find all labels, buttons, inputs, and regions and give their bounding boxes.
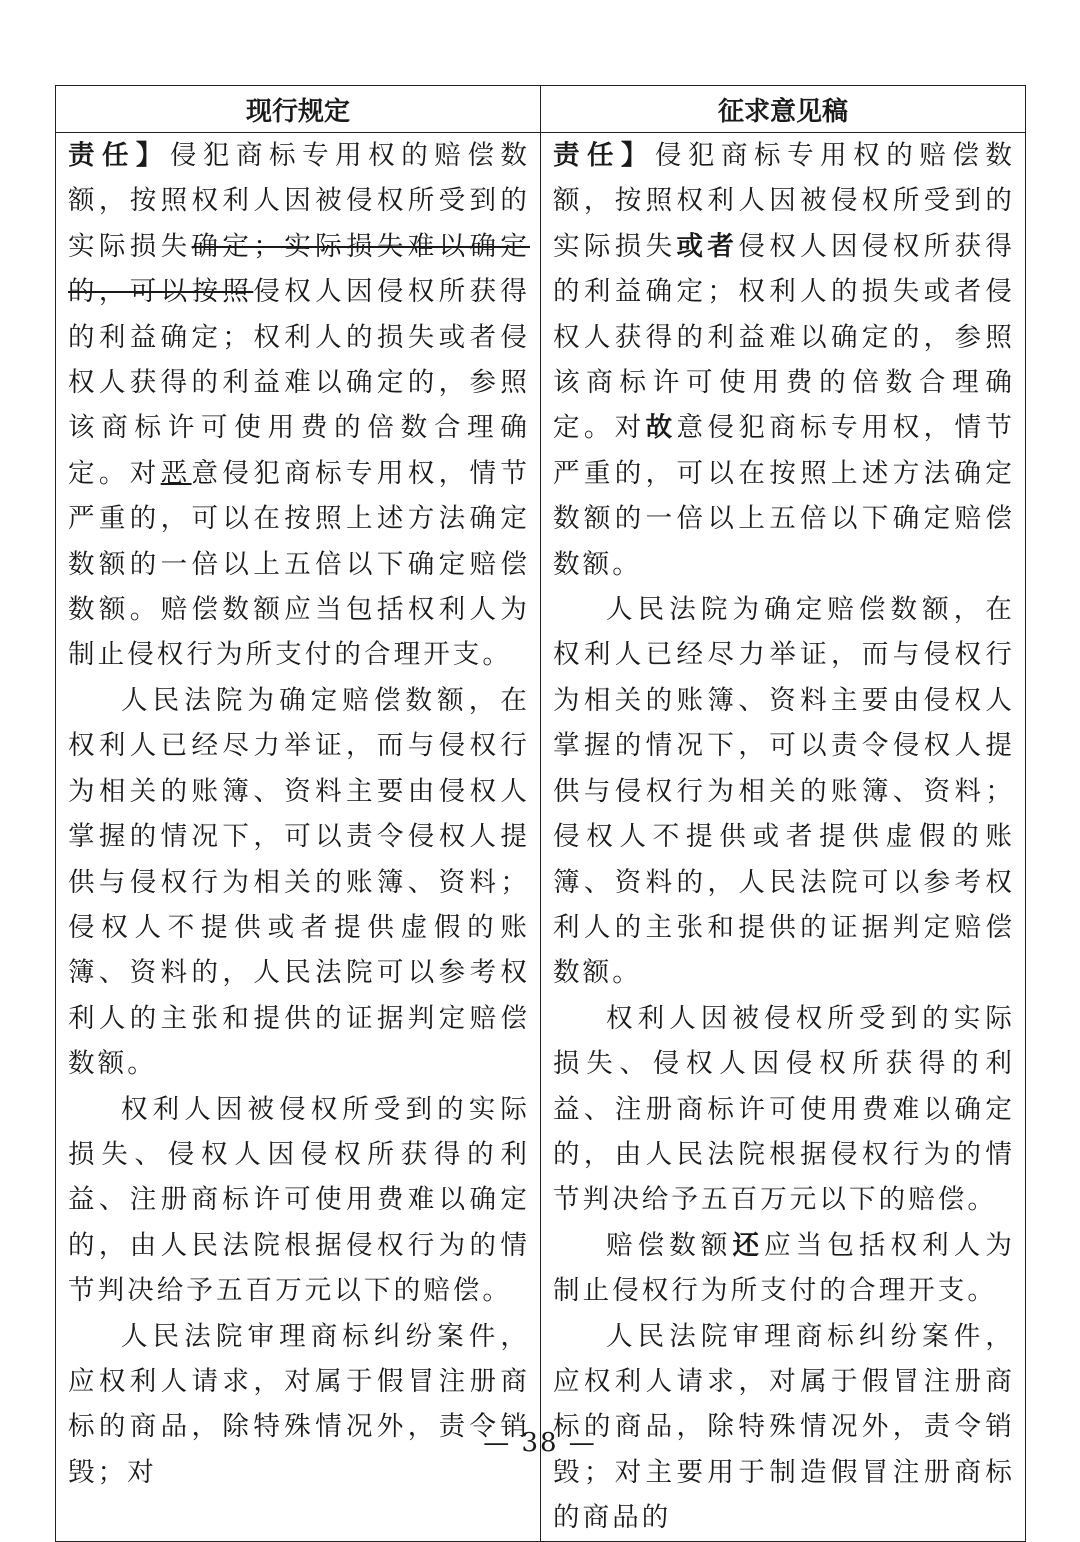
draft-para-1 <box>553 133 1015 587</box>
page-number: — 38 — <box>483 1428 597 1458</box>
draft-para-4-text-a: 赔偿数额 <box>606 1229 733 1261</box>
draft-cell <box>541 133 1026 1542</box>
comparison-table <box>55 85 1026 1542</box>
deleted-text: 确定；实际损失难以确定的，可以按照 <box>68 230 530 308</box>
current-rules-text <box>56 133 540 1495</box>
current-para-3: 权利人因被侵权所受到的实际损失、侵权人因侵权所获得的利益、注册商标许可使用费难以确定的，由人民法院根据侵权行为的情节判决给予五百万元以下的赔偿。 <box>68 1093 530 1307</box>
draft-text <box>541 133 1025 1541</box>
table-body-row <box>56 133 1026 1542</box>
article-lead: 责任】 <box>68 140 170 171</box>
draft-para-2: 人民法院为确定赔偿数额，在权利人已经尽力举证，而与侵权行为相关的账簿、资料主要由侵权人掌握的情况下，可以责令侵权人提供与侵权行为相关的账簿、资料；侵权人不提供或者提供虚假的账簿、资料的，人民法院可以参考权利人的主张和提供的证据判定赔偿数额。 <box>553 594 1015 989</box>
current-para-1-text-b: 侵权人因侵权所获得的利益确定；权利人的损失或者侵权人获得的利益难以确定的，参照该商标许可使用费的倍数合理确定。对 <box>68 276 530 489</box>
current-para-1 <box>68 133 530 678</box>
inserted-text: 故 <box>645 412 677 444</box>
draft-para-1-text-b: 侵权人因侵权所获得的利益确定；权利人的损失或者侵权人获得的利益难以确定的，参照该商标许可使用费的倍数合理确定。对 <box>553 230 1016 444</box>
draft-para-4-text-b: 应当包括权利人为制止侵权行为所支付的合理开支。 <box>553 1229 1015 1307</box>
inserted-text: 还 <box>732 1229 765 1261</box>
current-rules-cell <box>56 133 541 1542</box>
header-current-rules: 现行规定 <box>56 86 541 133</box>
header-draft-for-comment: 征求意见稿 <box>541 86 1026 133</box>
draft-para-4 <box>553 1223 1015 1314</box>
article-lead: 责任】 <box>553 140 655 171</box>
current-para-2: 人民法院为确定赔偿数额，在权利人已经尽力举证，而与侵权行为相关的账簿、资料主要由侵权人掌握的情况下，可以责令侵权人提供与侵权行为相关的账簿、资料；侵权人不提供或者提供虚假的账簿、资料的，人民法院可以参考权利人的主张和提供的证据判定赔偿数额。 <box>68 684 530 1080</box>
current-para-1-text-c: 意侵犯商标专用权，情节严重的，可以在按照上述方法确定数额的一倍以上五倍以下确定赔偿数额。赔偿数额应当包括权利人为制止侵权行为所支付的合理开支。 <box>68 457 530 671</box>
current-para-4: 人民法院审理商标纠纷案件，应权利人请求，对属于假冒注册商标的商品，除特殊情况外，责令销毁；对 <box>68 1320 530 1488</box>
draft-para-5: 人民法院审理商标纠纷案件，应权利人请求，对属于假冒注册商标的商品，除特殊情况外，责令销毁；对主要用于制造假冒注册商标的商品的 <box>553 1320 1015 1534</box>
current-para-1-text-a: 侵犯商标专用权的赔偿数额，按照权利人因被侵权所受到的实际损失 <box>68 140 530 262</box>
underlined-text: 恶 <box>160 457 192 489</box>
draft-para-3: 权利人因被侵权所受到的实际损失、侵权人因侵权所获得的利益、注册商标许可使用费难以确定的，由人民法院根据侵权行为的情节判决给予五百万元以下的赔偿。 <box>553 1002 1015 1216</box>
inserted-text: 或者 <box>676 230 739 262</box>
draft-para-1-text-c: 意侵犯商标专用权，情节严重的，可以在按照上述方法确定数额的一倍以上五倍以下确定赔偿数额。 <box>553 412 1015 580</box>
table-header-row <box>56 86 1026 133</box>
draft-para-1-text-a: 侵犯商标专用权的赔偿数额，按照权利人因被侵权所受到的实际损失 <box>553 140 1015 262</box>
